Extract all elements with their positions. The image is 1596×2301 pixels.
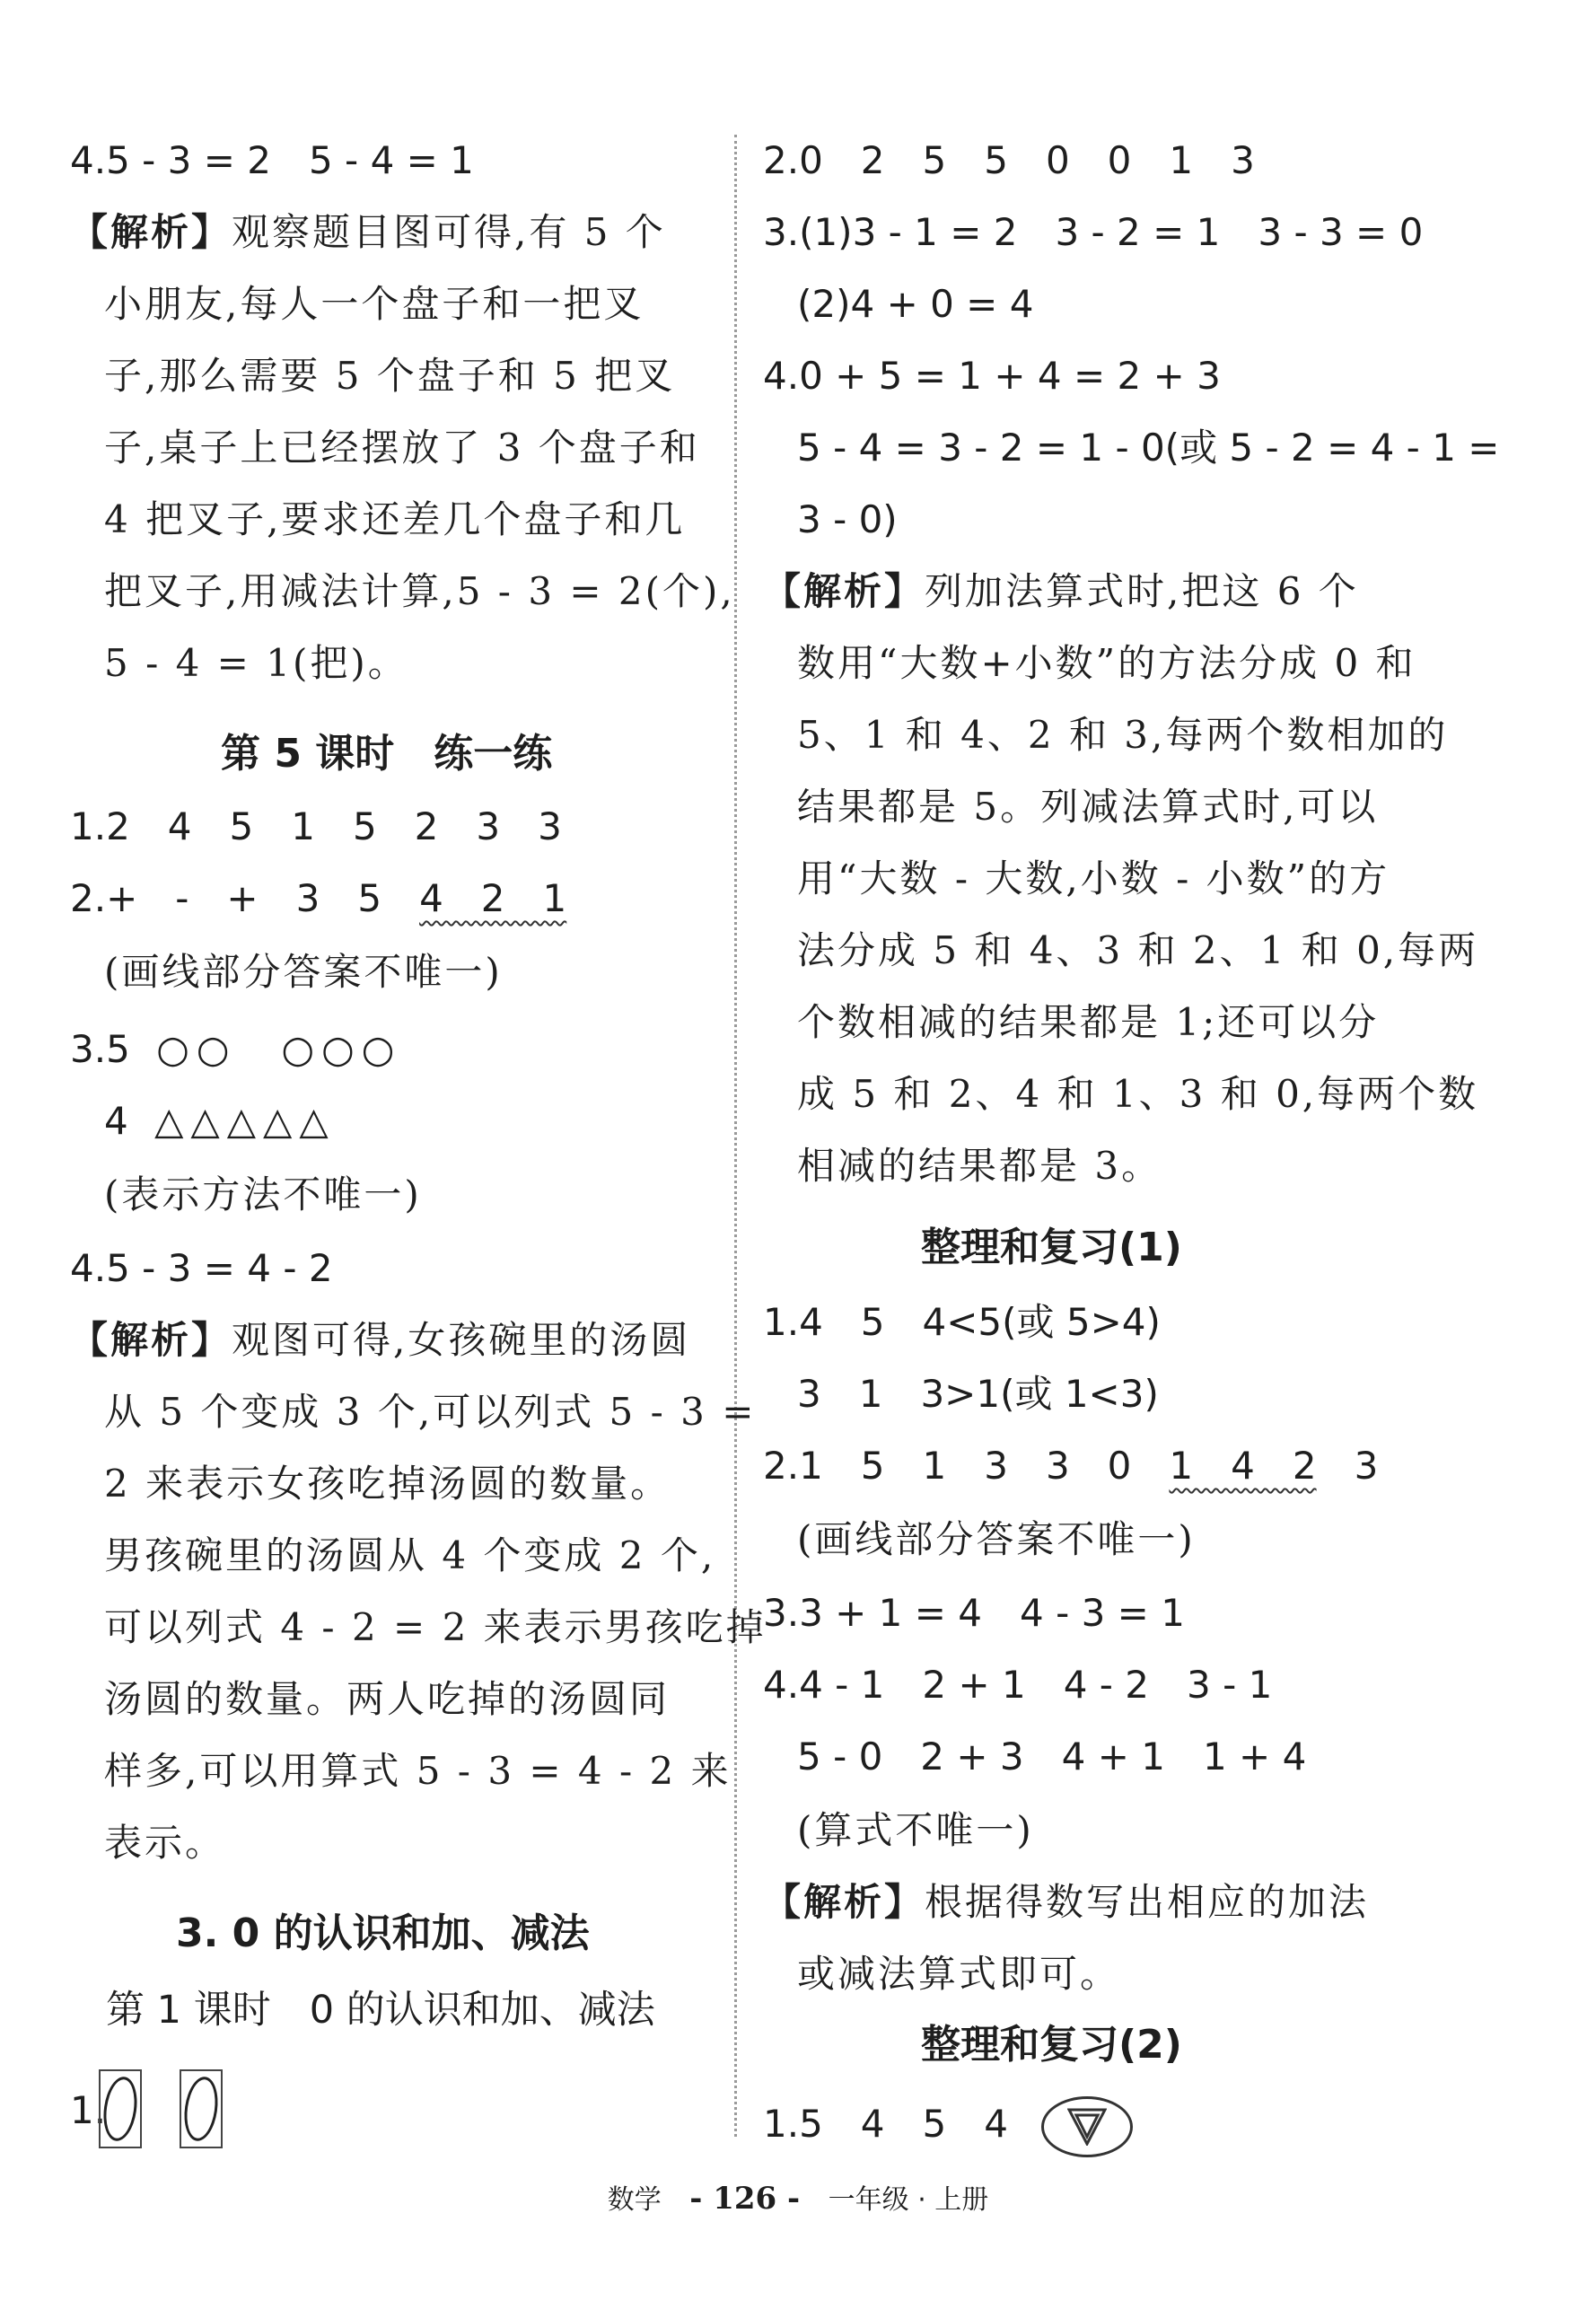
analysis-line: 结果都是 5。列减法算式时,可以 bbox=[797, 785, 1379, 829]
answer-line: 3 - 0) bbox=[797, 497, 898, 541]
analysis-line: 表示。 bbox=[104, 1821, 226, 1865]
analysis-line: 把叉子,用减法计算,5 - 3 = 2(个), bbox=[104, 569, 735, 613]
analysis-line: 【解析】列加法算式时,把这 6 个 bbox=[763, 569, 1359, 613]
analysis-tag: 【解析】 bbox=[70, 1318, 232, 1362]
answer-line: 1. bbox=[70, 2088, 107, 2132]
analysis-line: 4 把叉子,要求还差几个盘子和几 bbox=[104, 497, 686, 541]
analysis-line: 子,那么需要 5 个盘子和 5 把叉 bbox=[104, 354, 676, 398]
handwritten-zero-box bbox=[99, 2069, 142, 2148]
analysis-tag: 【解析】 bbox=[763, 569, 925, 613]
answer-line: 3.3 + 1 = 4 4 - 3 = 1 bbox=[763, 1591, 1185, 1635]
page-footer bbox=[0, 2177, 1596, 2217]
answer-line: 4.5 - 3 = 4 - 2 bbox=[70, 1246, 333, 1290]
analysis-line: 或减法算式即可。 bbox=[797, 1952, 1121, 1996]
answer-line: 1.4 5 4<5(或 5>4) bbox=[763, 1300, 1161, 1344]
answer-line: 4.0 + 5 = 1 + 4 = 2 + 3 bbox=[763, 354, 1221, 398]
lesson-title: 第 5 课时 练一练 bbox=[221, 731, 553, 777]
analysis-line: 男孩碗里的汤圆从 4 个变成 2 个, bbox=[104, 1533, 716, 1577]
answer-note: (表示方法不唯一) bbox=[104, 1172, 422, 1216]
section-title: 整理和复习(1) bbox=[921, 1225, 1182, 1270]
lesson-title: 第 1 课时 0 的认识和加、减法 bbox=[106, 1988, 655, 2033]
answer-note: (画线部分答案不唯一) bbox=[797, 1517, 1196, 1561]
answer-line: 2.+ - + 3 5 4 2 1 bbox=[70, 876, 567, 920]
circle-shapes: ○○ ○○○ bbox=[156, 1027, 402, 1071]
section-title: 整理和复习(2) bbox=[921, 2022, 1182, 2068]
analysis-line: 用“大数 - 大数,小数 - 小数”的方 bbox=[797, 856, 1390, 900]
answer-line: 5 - 0 2 + 3 4 + 1 1 + 4 bbox=[797, 1735, 1307, 1778]
analysis-line: 成 5 和 2、4 和 1、3 和 0,每两个数 bbox=[797, 1072, 1479, 1116]
answer-line: 1.5 4 5 4 bbox=[763, 2102, 1008, 2146]
analysis-line: 5 - 4 = 1(把)。 bbox=[104, 641, 408, 685]
answer-line: 4.5 - 3 = 2 5 - 4 = 1 bbox=[70, 138, 474, 182]
triangle-shapes: △△△△△ bbox=[154, 1099, 336, 1143]
answer-line: 4 △△△△△ bbox=[104, 1099, 336, 1143]
analysis-line: 数用“大数+小数”的方法分成 0 和 bbox=[797, 641, 1416, 685]
analysis-line: 可以列式 4 - 2 = 2 来表示男孩吃掉 bbox=[104, 1605, 767, 1649]
analysis-line: 子,桌子上已经摆放了 3 个盘子和 bbox=[104, 426, 700, 470]
analysis-line: 从 5 个变成 3 个,可以列式 5 - 3 = bbox=[104, 1390, 757, 1434]
answer-line: 3 1 3>1(或 1<3) bbox=[797, 1372, 1159, 1416]
handwritten-zero-box bbox=[180, 2069, 223, 2148]
answer-note: (画线部分答案不唯一) bbox=[104, 950, 503, 994]
analysis-line: 法分成 5 和 4、3 和 2、1 和 0,每两 bbox=[797, 928, 1479, 972]
analysis-line: 【解析】观察题目图可得,有 5 个 bbox=[70, 210, 666, 254]
wavy-underlined-answer: 4 2 1 bbox=[419, 876, 567, 920]
shield-drawing bbox=[1041, 2096, 1133, 2157]
answer-line: 3.(1)3 - 1 = 2 3 - 2 = 1 3 - 3 = 0 bbox=[763, 210, 1424, 254]
analysis-tag: 【解析】 bbox=[70, 210, 232, 254]
answer-line: 4.4 - 1 2 + 1 4 - 2 3 - 1 bbox=[763, 1663, 1273, 1707]
page-number: - 126 - bbox=[689, 2181, 801, 2217]
section-title: 3. 0 的认识和加、减法 bbox=[176, 1910, 590, 1956]
answer-line: 3.5 ○○ ○○○ bbox=[70, 1027, 402, 1071]
answer-line: (2)4 + 0 = 4 bbox=[797, 282, 1034, 326]
answer-note: (算式不唯一) bbox=[797, 1808, 1034, 1852]
analysis-line: 相减的结果都是 3。 bbox=[797, 1144, 1162, 1188]
wavy-underlined-answer: 1 4 2 bbox=[1169, 1444, 1317, 1488]
analysis-line: 个数相减的结果都是 1;还可以分 bbox=[797, 1000, 1380, 1044]
analysis-line: 小朋友,每人一个盘子和一把叉 bbox=[104, 282, 645, 326]
footer-subject: 数学 bbox=[607, 2184, 662, 2216]
analysis-tag: 【解析】 bbox=[763, 1880, 925, 1924]
answer-line: 1.2 4 5 1 5 2 3 3 bbox=[70, 804, 562, 848]
footer-grade: 一年级 · 上册 bbox=[828, 2184, 989, 2216]
answer-line: 5 - 4 = 3 - 2 = 1 - 0(或 5 - 2 = 4 - 1 = bbox=[797, 426, 1500, 470]
analysis-line: 汤圆的数量。两人吃掉的汤圆同 bbox=[104, 1677, 671, 1721]
analysis-line: 样多,可以用算式 5 - 3 = 4 - 2 来 bbox=[104, 1749, 732, 1793]
analysis-line: 2 来表示女孩吃掉汤圆的数量。 bbox=[104, 1462, 671, 1506]
answer-line: 2.0 2 5 5 0 0 1 3 bbox=[763, 138, 1255, 182]
analysis-line: 5、1 和 4、2 和 3,每两个数相加的 bbox=[797, 713, 1449, 757]
analysis-line: 【解析】根据得数写出相应的加法 bbox=[763, 1880, 1370, 1924]
answer-line: 2.1 5 1 3 3 0 1 4 2 3 bbox=[763, 1444, 1379, 1488]
column-divider bbox=[734, 135, 737, 2137]
inverted-triangle-icon bbox=[1067, 2106, 1107, 2146]
analysis-line: 【解析】观图可得,女孩碗里的汤圆 bbox=[70, 1318, 691, 1362]
